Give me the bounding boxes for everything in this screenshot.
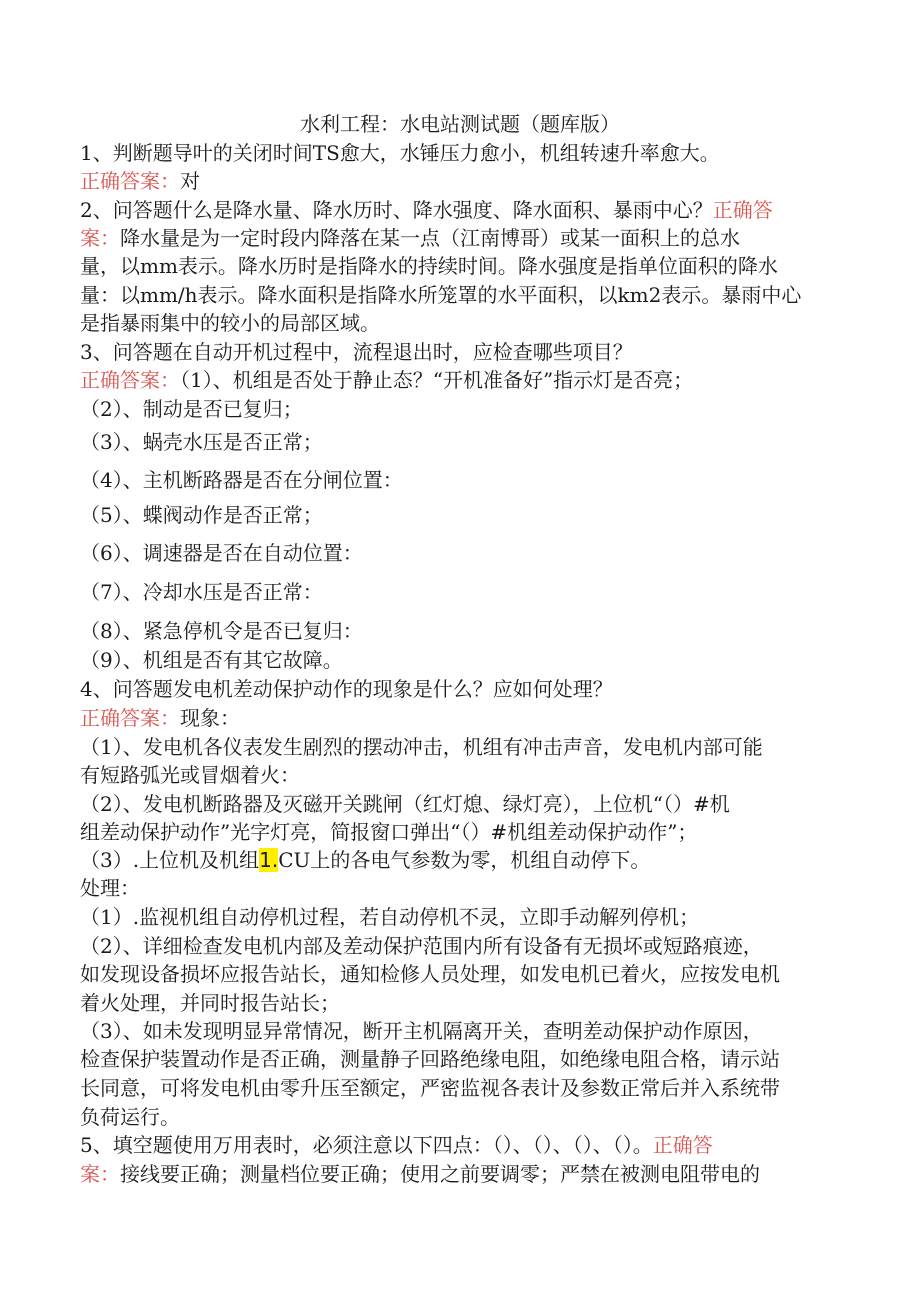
q2-answer-line-1: 案：降水量是为一定时段内降落在某一点（江南博哥）或某一面积上的总水 [80,226,740,250]
q3-question: 3、问答题在自动开机过程中，流程退出时，应检查哪些项目？ [80,340,633,364]
q4-answer-line: （3）、如未发现明显异常情况，断开主机隔离开关，查明差动保护动作原因， [80,1019,763,1043]
q2-answer-line-4: 是指暴雨集中的较小的局部区域。 [80,311,380,335]
q3-answer-item-4: （4）、主机断路器是否在分闸位置： [80,468,403,492]
q4-answer-line: （3）.上位机及机组1.CU上的各电气参数为零，机组自动停下。 [80,848,651,872]
q3-answer-item-9: （9）、机组是否有其它故障。 [80,648,343,672]
q1-question: 1、判断题导叶的关闭时间TS愈大，水锤压力愈小，机组转速升率愈大。 [80,141,720,165]
q3-answer-item-8: （8）、紧急停机令是否已复归： [80,619,363,643]
answer-label: 正确答案： [80,706,180,730]
q4-answer-line: 组差动保护动作”光字灯亮，简报窗口弹出“（）#机组差动保护动作”； [80,820,698,844]
q3-answer-item-7: （7）、冷却水压是否正常： [80,580,323,604]
q4-answer-line: （1）.监视机组自动停机过程，若自动停机不灵，立即手动解列停机； [80,905,700,929]
q4-answer-line: 检查保护装置动作是否正确，测量静子回路绝缘电阻，如绝缘电阻合格，请示站 [80,1047,780,1071]
q4-answer-line: 如发现设备损坏应报告站长，通知检修人员处理，如发电机已着火，应按发电机 [80,962,780,986]
page-title: 水利工程：水电站测试题（题库版） [300,112,620,136]
q3-answer-item-6: （6）、调速器是否在自动位置： [80,541,363,565]
q4-answer-line: （2）、详细检查发电机内部及差动保护范围内所有设备有无损坏或短路痕迹， [80,934,763,958]
q4-answer-line: （1）、发电机各仪表发生剧烈的摆动冲击，机组有冲击声音，发电机内部可能 [80,735,763,759]
q2-answer-line-2: 量，以mm表示。降水历时是指降水的持续时间。降水强度是指单位面积的降水 [80,254,778,278]
highlighted-text: 1. [259,848,279,872]
q5-question: 5、填空题使用万用表时，必须注意以下四点：（）、（）、（）、（）。正确答 [80,1133,713,1157]
q4-answer-line: 负荷运行。 [80,1105,180,1129]
q4-answer-line: （2）、发电机断路器及灭磁开关跳闸（红灯熄、绿灯亮），上位机“（）#机 [80,792,730,816]
q2-question: 2、问答题什么是降水量、降水历时、降水强度、降水面积、暴雨中心？正确答 [80,198,773,222]
q4-question: 4、问答题发电机差动保护动作的现象是什么？应如何处理？ [80,677,613,701]
q3-answer-item-3: （3）、蜗壳水压是否正常； [80,430,323,454]
answer-label: 正确答案： [80,368,180,392]
q1-answer: 正确答案：对 [80,169,200,193]
q4-answer-heading: 正确答案：现象： [80,706,240,730]
q3-answer-item-1: 正确答案：（1）、机组是否处于静止态？“开机准备好”指示灯是否亮； [80,368,694,392]
q2-answer-line-3: 量：以mm/h表示。降水面积是指降水所笼罩的水平面积，以km2表示。暴雨中心 [80,283,802,307]
q4-answer-line: 着火处理，并同时报告站长； [80,991,340,1015]
q4-answer-line: 有短路弧光或冒烟着火： [80,763,300,787]
q4-answer-line: 长同意，可将发电机由零升压至额定，严密监视各表计及参数正常后并入系统带 [80,1076,780,1100]
answer-label: 正确答案： [80,169,180,193]
q4-answer-heading: 处理： [80,876,140,900]
q3-answer-item-5: （5）、蝶阀动作是否正常； [80,503,323,527]
q5-answer-line: 案：接线要正确；测量档位要正确；使用之前要调零；严禁在被测电阻带电的 [80,1162,760,1186]
q3-answer-item-2: （2）、制动是否已复归； [80,397,303,421]
